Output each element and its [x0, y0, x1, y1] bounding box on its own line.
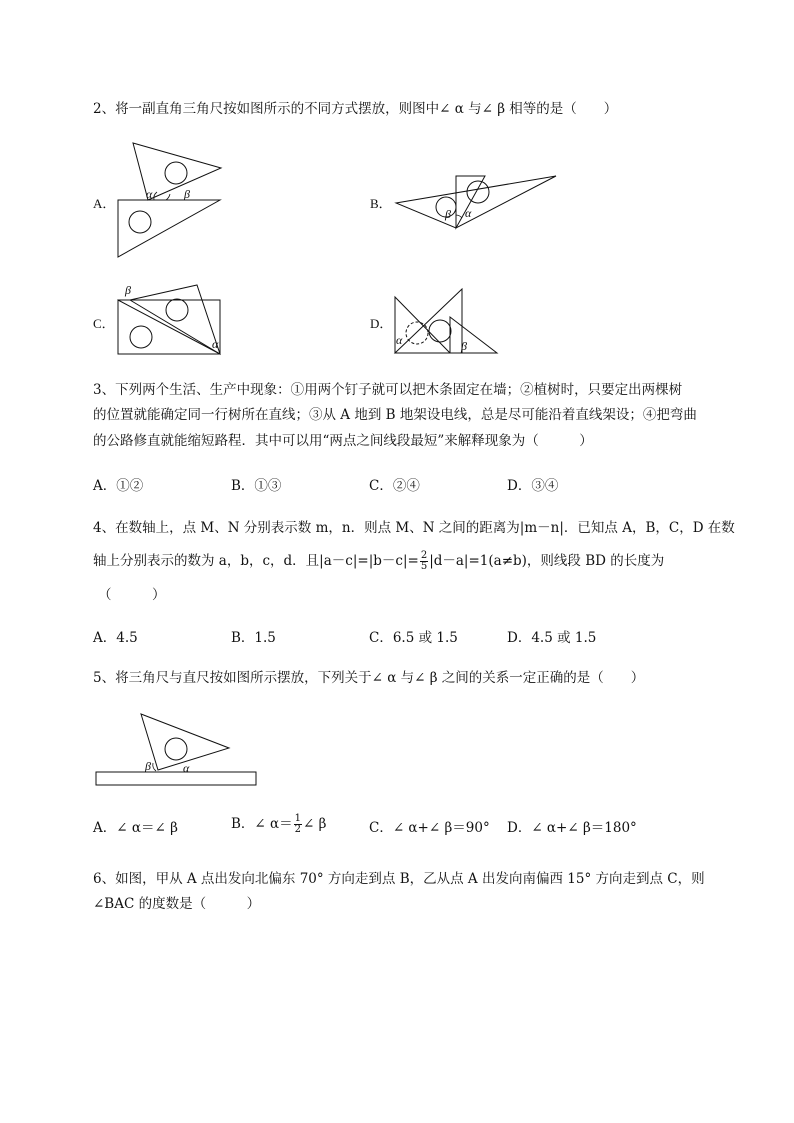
- q2-stem: 2、将一副直角三角尺按如图所示的不同方式摆放，则图中∠ α 与∠ β 相等的是（ ）: [93, 101, 618, 117]
- q2-figure-d: [392, 287, 500, 357]
- q2-figure-c: [112, 282, 224, 358]
- set-square-flat: [450, 317, 497, 353]
- q4-line-2-end: |d－a|=1(a≠b)，则线段 BD 的长度为: [429, 553, 665, 569]
- q4-stem-line-2: [93, 551, 664, 572]
- q2-option-c-label: C．: [93, 316, 115, 331]
- set-square-hole: [166, 299, 188, 321]
- set-square-hole: [467, 181, 489, 203]
- beta-label: β: [125, 283, 131, 297]
- q5-option-d: D．∠ α+∠ β＝180°: [507, 820, 637, 836]
- q4-stem-line-3: （ ）: [98, 587, 166, 603]
- set-square-top: [130, 285, 220, 354]
- q2-figure-a: [110, 140, 230, 262]
- q5-option-b-end: ∠ β: [303, 816, 327, 832]
- q3-option-b: B．①③: [231, 478, 282, 494]
- q4-options: [93, 628, 693, 648]
- q2-option-d-label: D．: [370, 316, 393, 331]
- beta-label: β: [461, 339, 467, 353]
- q4-option-c: C．6.5 或 1.5: [369, 630, 458, 646]
- q5-stem: 5、将三角尺与直尺按如图所示摆放，下列关于∠ α 与∠ β 之间的关系一定正确的是（ ）: [93, 670, 645, 686]
- beta-label: β: [145, 759, 151, 773]
- ruler: [96, 772, 256, 785]
- q3-option-a: A．①②: [93, 478, 144, 494]
- q5-figure: [94, 708, 260, 788]
- alpha-label: α: [146, 187, 153, 201]
- q3-stem-line-2: 的位置就能确定同一行树所在直线；③从 A 地到 B 地架设电线，总是尽可能沿着直线架设；④把弯曲: [93, 407, 697, 423]
- q5-options: [93, 813, 693, 842]
- q3-option-c: C．②④: [369, 478, 420, 494]
- set-square-hole: [406, 322, 428, 344]
- q3-options: [93, 476, 693, 496]
- q5-option-b: [231, 814, 326, 835]
- set-square-hole: [165, 738, 187, 760]
- set-square-hole: [130, 326, 152, 348]
- q4-line-2-start: 轴上分别表示的数为 a，b，c，d．且|a－c|=|b－c|=: [93, 553, 419, 569]
- alpha-label: α: [183, 761, 190, 775]
- q5-option-b-fraction: [294, 814, 302, 835]
- q2-figure-b: [390, 170, 560, 236]
- set-square-long: [396, 176, 556, 228]
- beta-label: β: [184, 187, 190, 201]
- q4-fraction: [420, 551, 428, 572]
- set-square-hole: [129, 211, 151, 233]
- beta-label: β: [445, 207, 451, 221]
- alpha-label: α: [212, 337, 219, 351]
- q5-option-b-start: B．∠ α＝: [231, 816, 293, 832]
- q5-fraction-denominator: 2: [294, 824, 302, 835]
- q2-option-b-label: B．: [370, 196, 392, 211]
- q6-stem-line-1: 6、如图，甲从 A 点出发向北偏东 70° 方向走到点 B，乙从点 A 出发向南偏西 15° 方向走到点 C，则: [93, 871, 705, 887]
- q4-fraction-numerator: 2: [420, 550, 428, 561]
- q4-fraction-denominator: 5: [420, 561, 428, 572]
- q6-stem-line-2: ∠BAC 的度数是（ ）: [93, 896, 261, 912]
- q4-stem-line-1: 4、在数轴上，点 M、N 分别表示数 m，n．则点 M、N 之间的距离为|m－n|．已知点 A，B，C，D 在数: [93, 520, 735, 536]
- q4-option-a: A．4.5: [93, 630, 138, 646]
- q4-option-d: D．4.5 或 1.5: [507, 630, 597, 646]
- set-square-bottom: [118, 200, 220, 257]
- set-square-hole: [165, 162, 187, 184]
- alpha-label: α: [396, 333, 403, 347]
- q5-option-a: A．∠ α＝∠ β: [93, 820, 178, 836]
- q4-option-b: B．1.5: [231, 630, 276, 646]
- q5-fraction-numerator: 1: [294, 813, 302, 824]
- q3-stem-line-1: 3、下列两个生活、生产中现象：①用两个钉子就可以把木条固定在墙；②植树时，只要定出两棵树: [93, 382, 683, 398]
- q3-stem-line-3: 的公路修直就能缩短路程．其中可以用“两点之间线段最短”来解释现象为（ ）: [93, 433, 593, 449]
- q2-option-a-label: A．: [93, 196, 116, 211]
- q3-option-d: D．③④: [507, 478, 559, 494]
- set-square-tall: [395, 289, 462, 353]
- q5-option-c: C．∠ α+∠ β＝90°: [369, 820, 490, 836]
- alpha-label: α: [465, 206, 472, 220]
- set-square-hole: [429, 320, 451, 342]
